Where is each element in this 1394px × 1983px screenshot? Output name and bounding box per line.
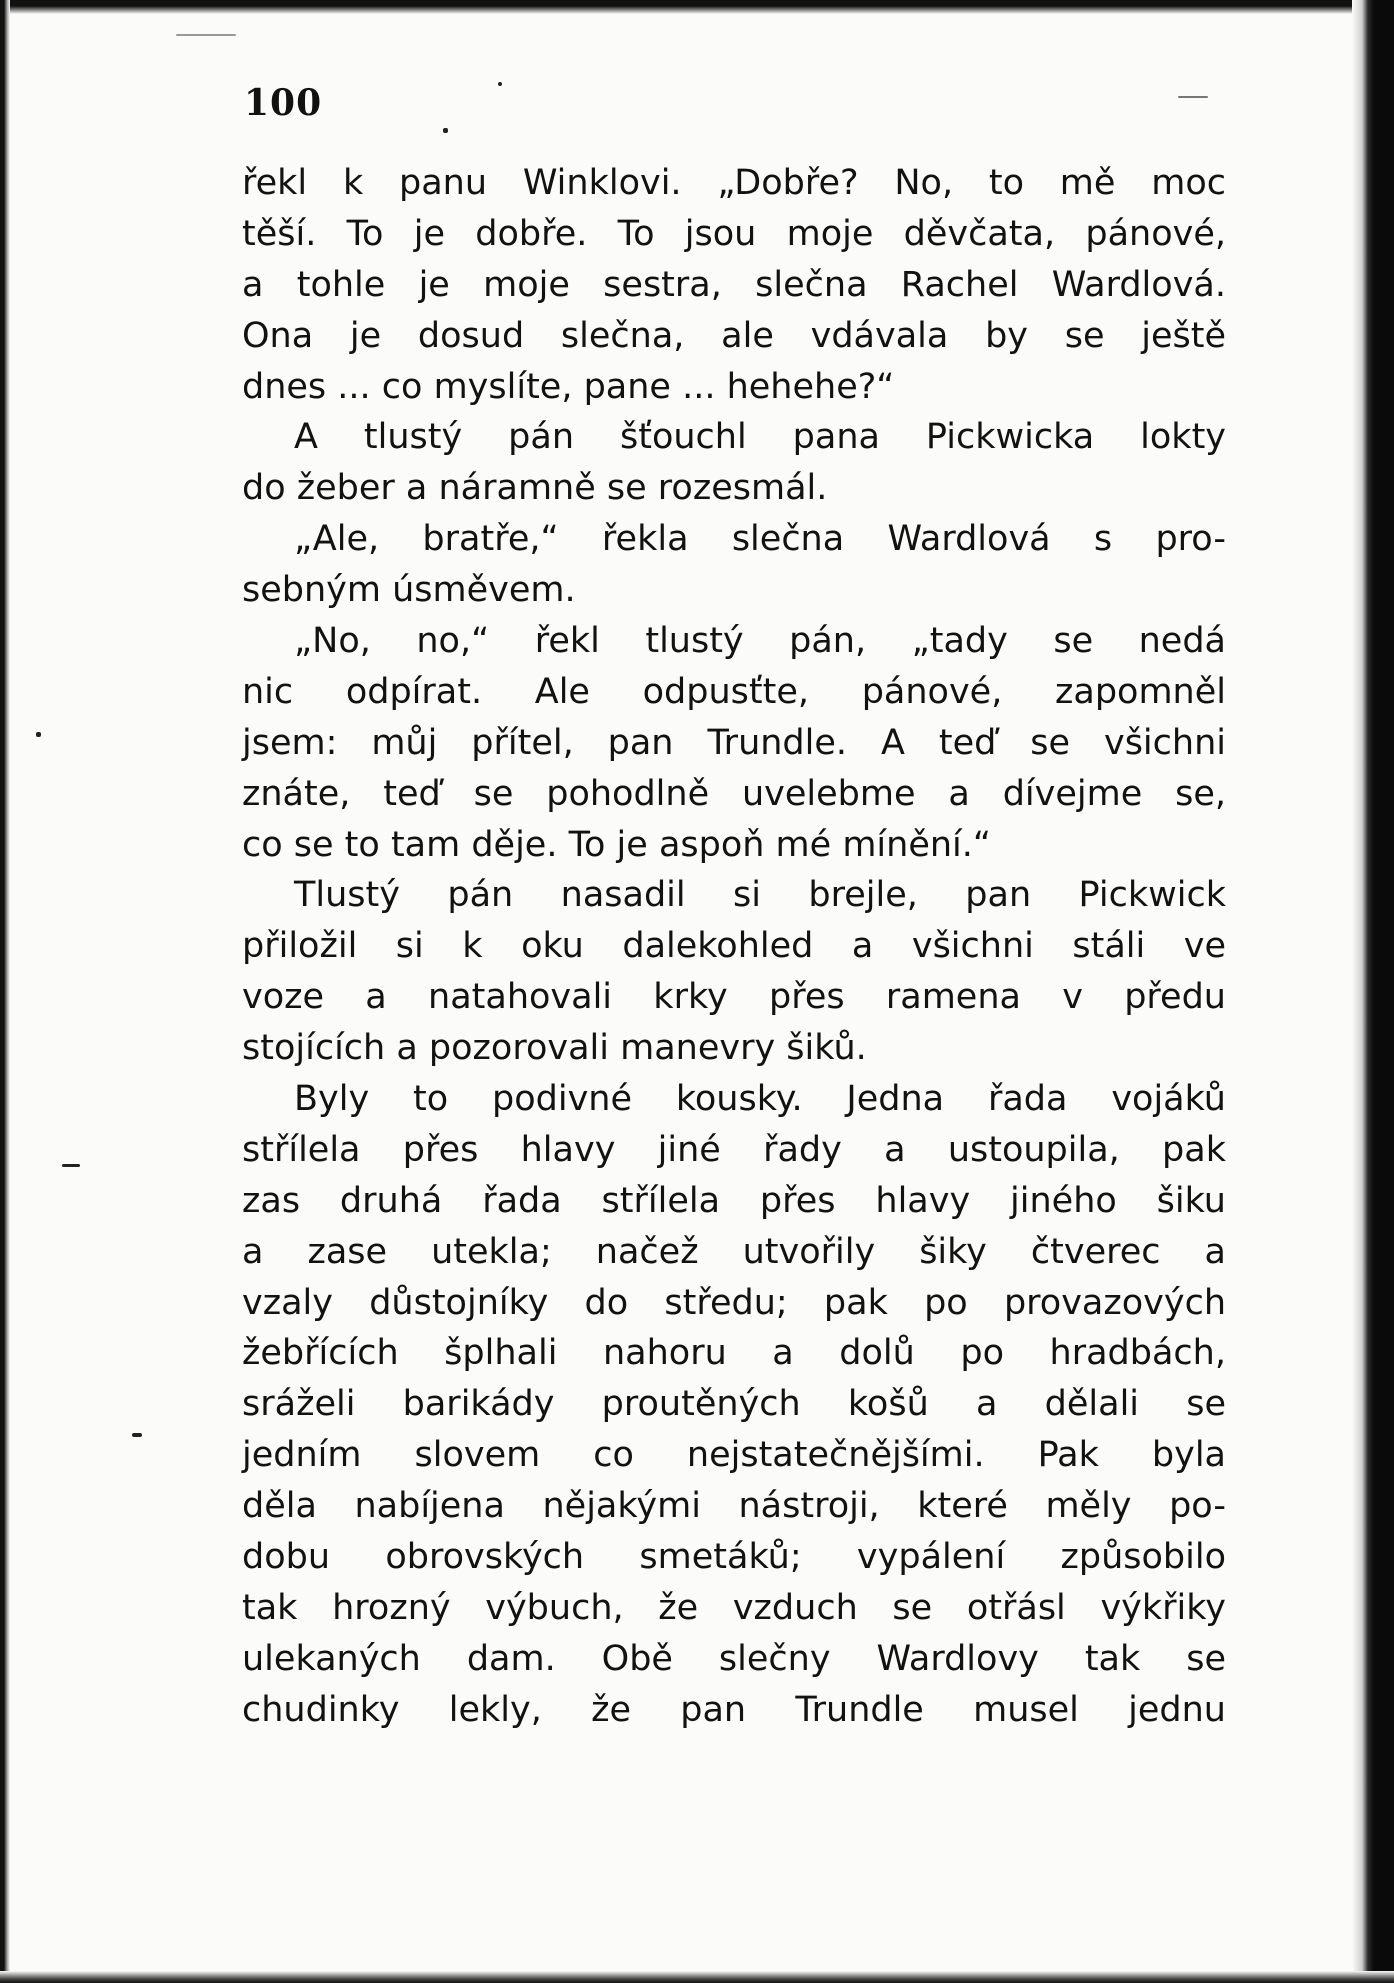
text-line: chudinky lekly, že pan Trundle musel jednu	[242, 1689, 1226, 1730]
text-line: voze a natahovali krky přes ramena v předu	[242, 977, 1226, 1018]
scan-edge-top	[0, 0, 1394, 14]
text-line: jsem: můj přítel, pan Trundle. A teď se všichni	[242, 722, 1226, 763]
text-line: dobu obrovských smetáků; vypálení způsobilo	[242, 1537, 1226, 1578]
text-line: vzaly důstojníky do středu; pak po provazových	[242, 1282, 1226, 1323]
scan-speck	[176, 34, 236, 36]
scan-edge-right	[1352, 0, 1394, 1983]
text-line: dnes ... co myslíte, pane ... hehehe?“	[242, 366, 895, 407]
scan-edge-bottom	[0, 1971, 1394, 1983]
text-line: jedním slovem co nejstatečnějšími. Pak byla	[242, 1435, 1226, 1476]
scan-edge-left	[0, 0, 10, 1983]
text-line: do žeber a náramně se rozesmál.	[242, 468, 828, 509]
text-line: děla nabíjena nějakými nástroji, které měly po-	[242, 1486, 1226, 1527]
text-line: A tlustý pán šťouchl pana Pickwicka lokty	[294, 417, 1226, 458]
text-line: a tohle je moje sestra, slečna Rachel Wardlová.	[242, 264, 1226, 305]
text-line: „Ale, bratře,“ řekla slečna Wardlová s pro-	[294, 519, 1226, 560]
scan-speck	[1178, 96, 1208, 98]
text-line: těší. To je dobře. To jsou moje děvčata, pánové,	[242, 213, 1226, 254]
text-line: Tlustý pán nasadil si brejle, pan Pickwick	[294, 875, 1226, 916]
text-line: přiložil si k oku dalekohled a všichni stáli ve	[242, 926, 1226, 967]
text-line: tak hrozný výbuch, že vzduch se otřásl výkřiky	[242, 1587, 1226, 1628]
scan-speck	[62, 1164, 80, 1167]
scan-speck	[36, 732, 41, 737]
page-number: 100	[244, 82, 323, 124]
scan-speck	[132, 1433, 142, 1437]
text-line: ulekaných dam. Obě slečny Wardlovy tak se	[242, 1638, 1226, 1679]
text-line: nic odpírat. Ale odpusťte, pánové, zapomněl	[242, 671, 1226, 712]
scan-speck	[498, 82, 502, 86]
text-line: znáte, teď se pohodlně uvelebme a dívejme se,	[242, 773, 1226, 814]
text-line: co se to tam děje. To je aspoň mé mínění.“	[242, 824, 992, 865]
text-line: zas druhá řada střílela přes hlavy jiného šiku	[242, 1180, 1226, 1221]
text-line: sráželi barikády proutěných košů a dělali se	[242, 1384, 1226, 1425]
text-line: sebným úsměvem.	[242, 570, 576, 611]
text-line: řekl k panu Winklovi. „Dobře? No, to mě moc	[242, 163, 1226, 203]
text-line: Ona je dosud slečna, ale vdávala by se ještě	[242, 315, 1226, 356]
text-line: a zase utekla; načež utvořily šiky čtverec a	[242, 1231, 1226, 1272]
text-line: žebřících šplhali nahoru a dolů po hradbách,	[242, 1333, 1226, 1374]
text-line: „No, no,“ řekl tlustý pán, „tady se nedá	[294, 621, 1226, 662]
text-line: Byly to podivné kousky. Jedna řada vojáků	[294, 1079, 1226, 1120]
scan-speck	[443, 128, 448, 133]
text-line: střílela přes hlavy jiné řady a ustoupila, pak	[242, 1129, 1226, 1170]
text-line: stojících a pozorovali manevry šiků.	[242, 1028, 867, 1069]
body-text	[242, 158, 1226, 1736]
